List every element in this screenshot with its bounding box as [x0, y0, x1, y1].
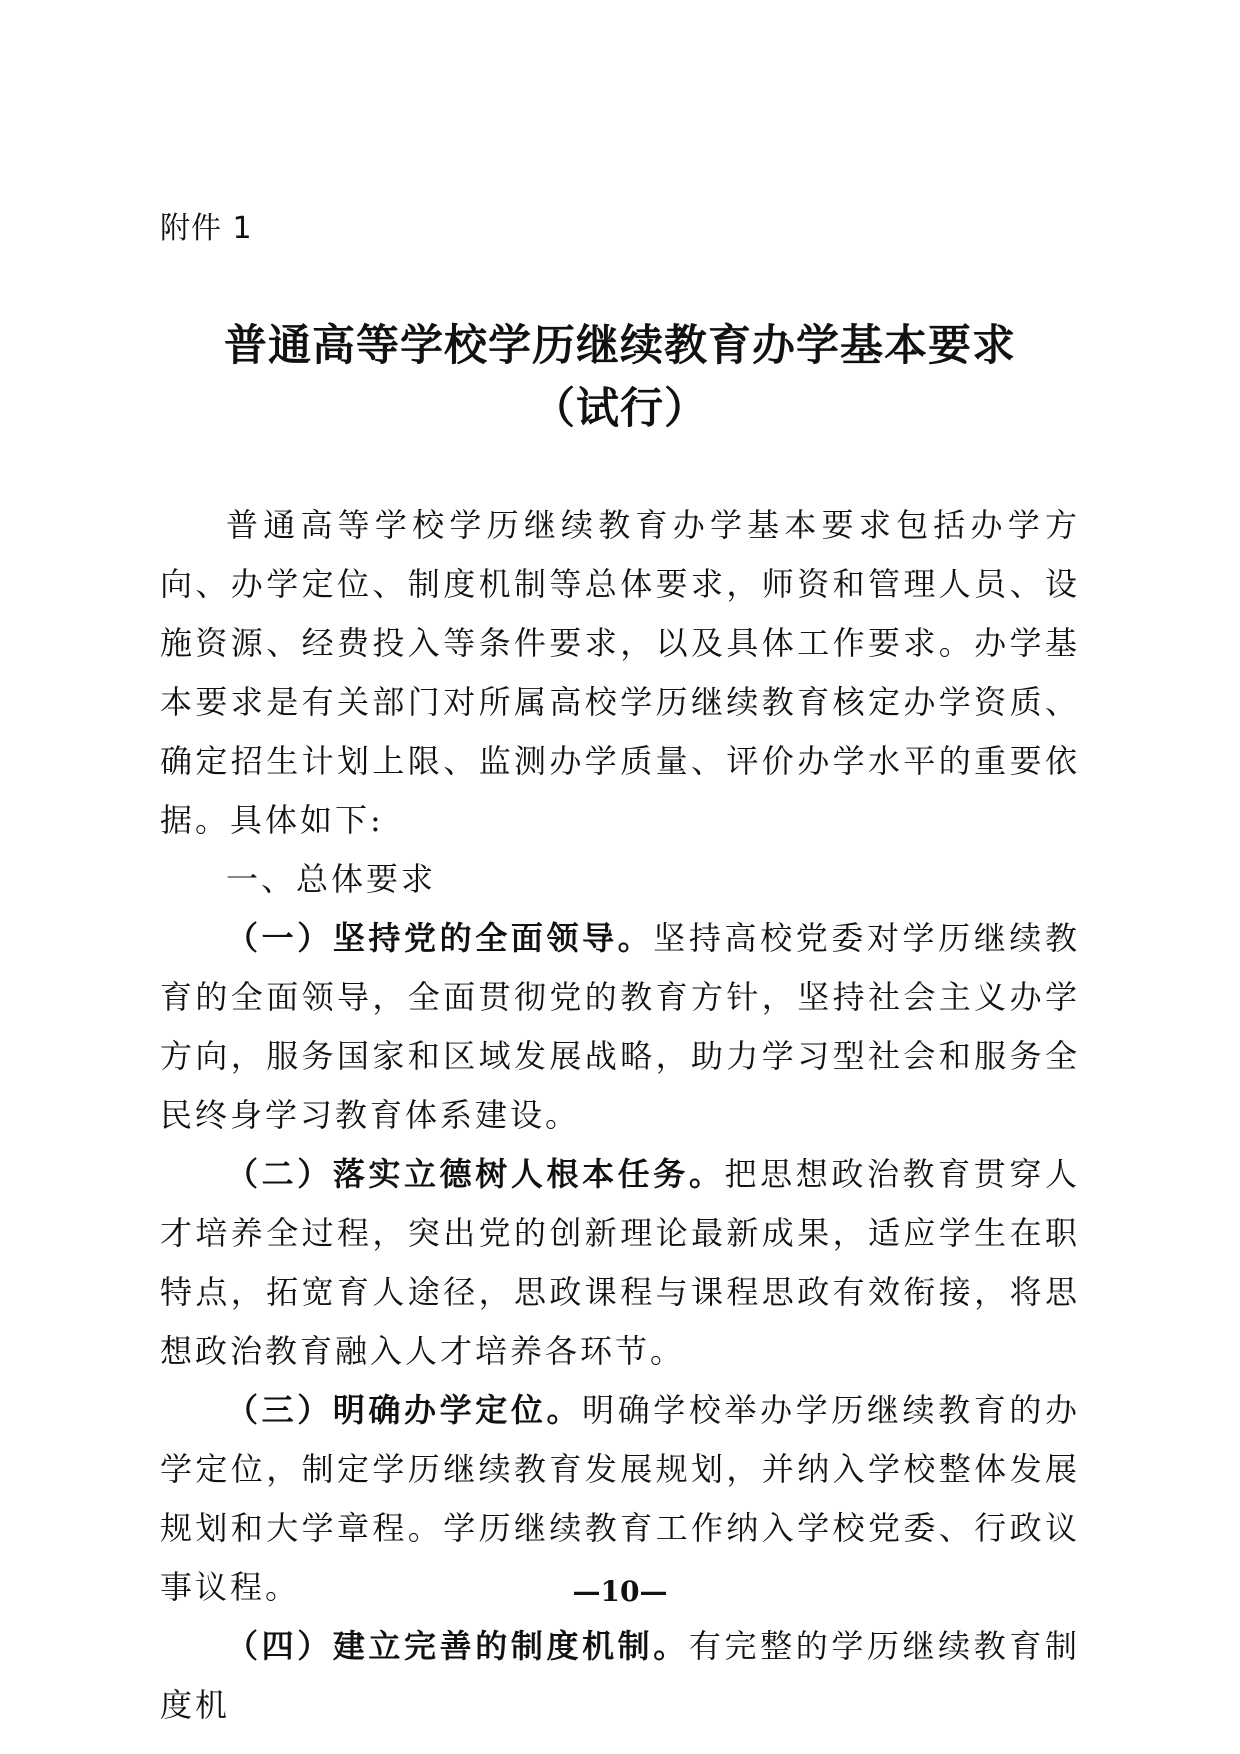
item-text: 有完整的学历继续教育制度机	[160, 1627, 1080, 1724]
page-number: —10—	[572, 1575, 668, 1608]
item-lead: （一）坚持党的全面领导。	[226, 919, 654, 957]
attachment-label: 附件 1	[160, 211, 253, 246]
paragraph-item	[160, 909, 1080, 1145]
item-lead: （二）落实立德树人根本任务。	[226, 1155, 725, 1193]
document-title: 普通高等学校学历继续教育办学基本要求	[224, 321, 1016, 371]
item-lead: （四）建立完善的制度机制。	[226, 1627, 689, 1665]
intro-paragraph: 普通高等学校学历继续教育办学基本要求包括办学方向、办学定位、制度机制等总体要求，师资和管理人员、设施资源、经费投入等条件要求，以及具体工作要求。办学基本要求是有关部门对所属高校学历继续教育核定办学资质、确定招生计划上限、监测办学质量、评价办学水平的重要依据。具体如下:	[160, 506, 1080, 839]
paragraph-item	[160, 1617, 1080, 1735]
document-subtitle: （试行）	[532, 384, 708, 434]
item-text: 坚持高校党委对学历继续教育的全面领导，全面贯彻党的教育方针，坚持社会主义办学方向，服务国家和区域发展战略，助力学习型社会和服务全民终身学习教育体系建设。	[160, 919, 1080, 1134]
section-heading: 一、总体要求	[226, 860, 437, 898]
item-text: 明确学校举办学历继续教育的办学定位，制定学历继续教育发展规划，并纳入学校整体发展规划和大学章程。学历继续教育工作纳入学校党委、行政议事议程。	[160, 1391, 1080, 1606]
item-lead: （三）明确办学定位。	[226, 1391, 583, 1429]
paragraph-item	[160, 1145, 1080, 1381]
document-body	[160, 496, 1080, 1735]
item-text: 把思想政治教育贯穿人才培养全过程，突出党的创新理论最新成果，适应学生在职特点，拓宽育人途径，思政课程与课程思政有效衔接，将思想政治教育融入人才培养各环节。	[160, 1155, 1080, 1370]
